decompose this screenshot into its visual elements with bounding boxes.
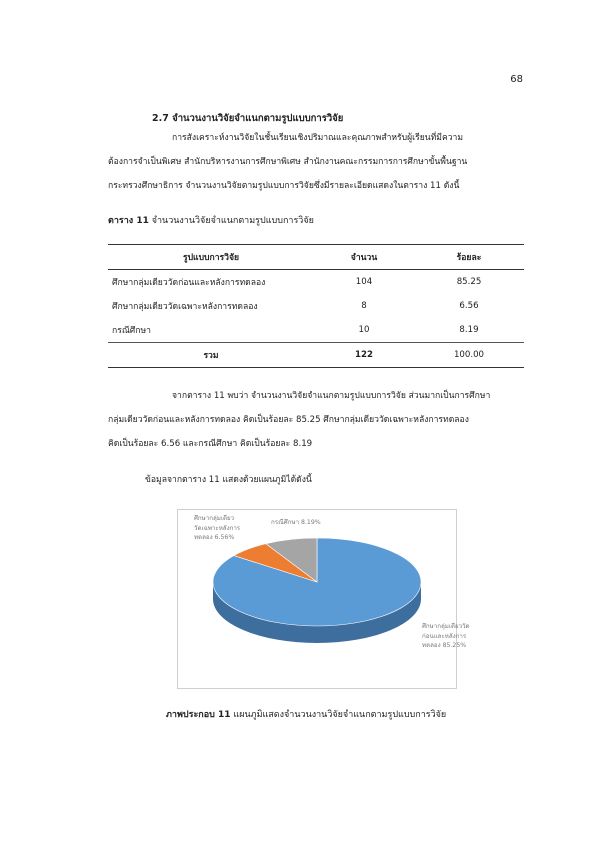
table-header-percent: ร้อยละ xyxy=(456,253,482,263)
table-header-type: รูปแบบการวิจัย xyxy=(182,253,240,263)
table-cell-count: 10 xyxy=(358,325,370,335)
section-heading: 2.7 จำนวนงานวิจัยจำแนกตามรูปแบบการวิจัย xyxy=(152,113,344,124)
table-caption xyxy=(108,213,314,227)
slice-label-case-study xyxy=(271,518,351,528)
figure-caption xyxy=(166,707,446,721)
intro-line-2: ต้องการจำเป็นพิเศษ สำนักบริหารงานการศึกษาพิเศษ สำนักงานคณะกรรมการการศึกษาขั้นพื้นฐาน xyxy=(108,157,468,167)
slice-label-pre-post xyxy=(422,622,482,651)
slice-label-line: ศึกษากลุ่มเดียว xyxy=(194,515,235,522)
table-cell-type: ศึกษากลุ่มเดียววัดเฉพาะหลังการทดลอง xyxy=(112,302,258,312)
chart-intro: ข้อมูลจากตาราง 11 แสดงด้วยแผนภูมิได้ดังนี้ xyxy=(145,475,312,485)
slice-label-line: ทดลอง 6.56% xyxy=(194,534,235,542)
summary-line-2: กลุ่มเดียววัดก่อนและหลังการทดลอง คิดเป็นร้อยละ 85.25 ศึกษากลุ่มเดียววัดเฉพาะหลังการทดลอง xyxy=(108,415,469,425)
pie-chart-frame xyxy=(177,509,470,689)
summary-line-3: คิดเป็นร้อยละ 6.56 และกรณีศึกษา คิดเป็นร้อยละ 8.19 xyxy=(108,439,313,449)
research-type-table xyxy=(108,244,524,368)
table-header-row xyxy=(108,245,524,270)
table-cell-percent: 85.25 xyxy=(456,277,482,287)
table-total-label: รวม xyxy=(203,351,219,361)
table-cell-count: 8 xyxy=(361,301,367,311)
table-total-percent: 100.00 xyxy=(453,350,485,360)
table-row xyxy=(108,294,524,318)
slice-label-line: กรณีศึกษา 8.19% xyxy=(271,519,321,526)
slice-label-line: ทดลอง 85.25% xyxy=(422,642,467,650)
table-row xyxy=(108,318,524,343)
table-cell-type: ศึกษากลุ่มเดียววัดก่อนและหลังการทดลอง xyxy=(112,278,266,288)
table-cell-percent: 8.19 xyxy=(459,325,479,335)
table-total-count: 122 xyxy=(355,350,373,360)
slice-label-post-only xyxy=(194,514,264,543)
figure-caption-label: ภาพประกอบ 11 xyxy=(166,710,231,720)
summary-line-1: จากตาราง 11 พบว่า จำนวนงานวิจัยจำแนกตามรูปแบบการวิจัย ส่วนมากเป็นการศึกษา xyxy=(172,391,491,401)
slice-label-line: ศึกษากลุ่มเดียววัด xyxy=(422,623,470,630)
page-number: 68 xyxy=(510,74,523,85)
figure-caption-text: แผนภูมิแสดงจำนวนงานวิจัยจำแนกตามรูปแบบการวิจัย xyxy=(233,710,447,720)
table-caption-label: ตาราง 11 xyxy=(108,216,149,226)
table-cell-percent: 6.56 xyxy=(459,301,479,311)
table-header-count: จำนวน xyxy=(350,253,378,263)
table-cell-count: 104 xyxy=(355,277,373,287)
table-total-row xyxy=(108,343,524,368)
table-cell-type: กรณีศึกษา xyxy=(112,326,151,336)
intro-line-3: กระทรวงศึกษาธิการ จำนวนงานวิจัยตามรูปแบบการวิจัยซึ่งมีรายละเอียดแสดงในตาราง 11 ดังนี้ xyxy=(108,181,460,191)
intro-line-1: การสังเคราะห์งานวิจัยในชั้นเรียนเชิงปริมาณและคุณภาพสำหรับผู้เรียนที่มีความ xyxy=(172,133,464,143)
slice-label-line: วัดเฉพาะหลังการ xyxy=(194,524,241,532)
table-row xyxy=(108,270,524,295)
slice-label-line: ก่อนและหลังการ xyxy=(422,632,467,640)
table-caption-text: จำนวนงานวิจัยจำแนกตามรูปแบบการวิจัย xyxy=(151,216,314,226)
